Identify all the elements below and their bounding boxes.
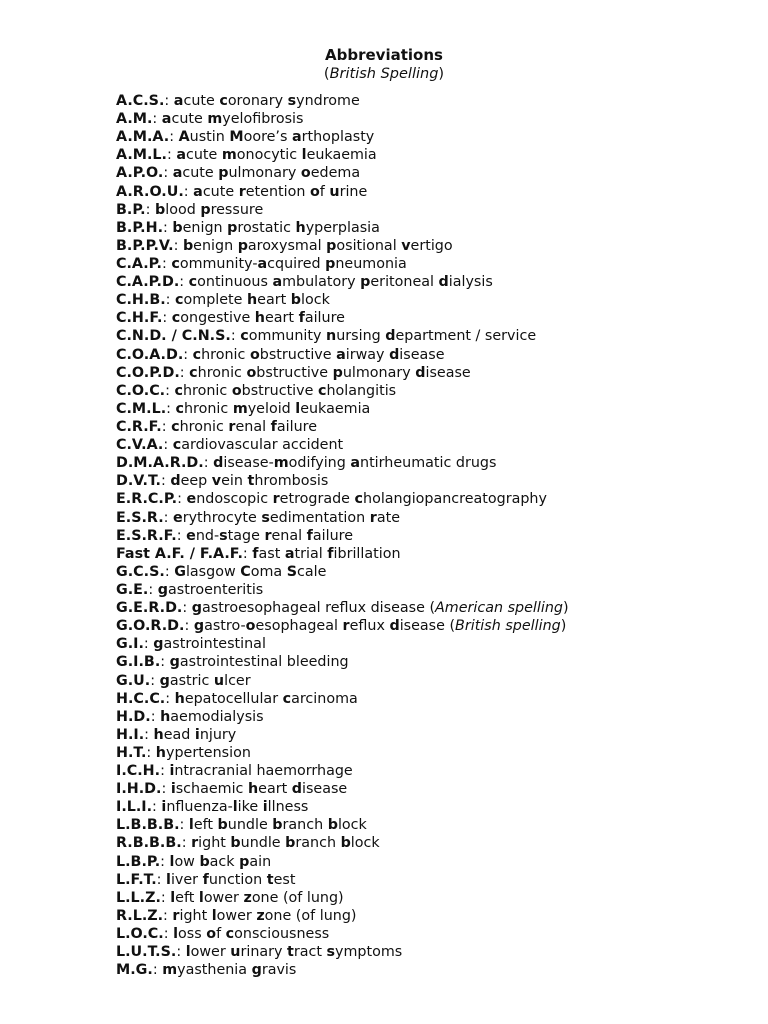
abbreviation-entry <box>116 346 756 364</box>
abbreviation-separator: : <box>242 545 253 562</box>
abbreviation-separator: : <box>162 310 172 327</box>
abbreviation-entry <box>116 92 756 110</box>
abbreviation-term: C.N.D. / C.N.S. <box>116 328 231 345</box>
abbreviation-term: A.M.A. <box>116 129 170 146</box>
abbreviation-entry <box>116 454 756 472</box>
abbreviation-entry <box>116 816 756 834</box>
abbreviation-definition: chronic obstructive cholangitis <box>174 382 397 399</box>
abbreviation-term: C.M.L. <box>116 400 167 417</box>
abbreviation-entry <box>116 110 756 128</box>
abbreviation-entry <box>116 653 756 671</box>
abbreviation-entry <box>116 382 756 400</box>
note-open-paren: ( <box>424 600 436 617</box>
abbreviation-separator: : <box>169 129 179 146</box>
abbreviation-entry <box>116 237 756 255</box>
note-open-paren: ( <box>444 618 456 635</box>
abbreviation-definition: right bundle branch block <box>191 835 380 852</box>
abbreviation-entry <box>116 164 756 182</box>
abbreviation-definition: chronic obstructive airway disease <box>192 346 445 363</box>
abbreviation-term: L.L.Z. <box>116 889 161 906</box>
abbreviation-entry <box>116 183 756 201</box>
abbreviation-definition: benign paroxysmal positional vertigo <box>182 237 453 254</box>
abbreviation-entry <box>116 889 756 907</box>
abbreviation-entry <box>116 309 756 327</box>
abbreviation-entry <box>116 527 756 545</box>
abbreviation-definition: benign prostatic hyperplasia <box>172 219 380 236</box>
abbreviation-definition: acute monocytic leukaemia <box>176 147 377 164</box>
abbreviation-entry <box>116 907 756 925</box>
abbreviation-term: A.P.O. <box>116 165 164 182</box>
abbreviation-entry <box>116 436 756 454</box>
abbreviation-definition: acute pulmonary oedema <box>172 165 361 182</box>
abbreviation-definition: continuous ambulatory peritoneal dialysis <box>188 274 493 291</box>
abbreviation-separator: : <box>148 581 158 598</box>
abbreviation-term: C.O.P.D. <box>116 364 180 381</box>
abbreviation-term: E.S.R.F. <box>116 527 177 544</box>
abbreviation-separator: : <box>163 437 173 454</box>
abbreviation-entry <box>116 128 756 146</box>
abbreviation-separator: : <box>146 744 156 761</box>
abbreviation-entry <box>116 201 756 219</box>
abbreviation-separator: : <box>184 618 194 635</box>
abbreviation-entry <box>116 871 756 889</box>
abbreviation-definition: gastroenteritis <box>157 581 264 598</box>
abbreviation-entry <box>116 617 756 635</box>
abbreviation-entry <box>116 291 756 309</box>
abbreviation-entry <box>116 563 756 581</box>
abbreviation-definition: right lower zone (of lung) <box>172 907 357 924</box>
abbreviation-definition: erythrocyte sedimentation rate <box>173 509 400 526</box>
abbreviation-entry <box>116 708 756 726</box>
abbreviation-definition: deep vein thrombosis <box>170 473 329 490</box>
abbreviation-separator: : <box>164 563 175 580</box>
abbreviation-separator: : <box>183 346 193 363</box>
abbreviation-definition: blood pressure <box>155 201 264 218</box>
abbreviation-entry <box>116 581 756 599</box>
abbreviation-definition: endoscopic retrograde cholangiopancreatography <box>186 491 547 508</box>
abbreviation-separator: : <box>166 147 177 164</box>
subtitle-open-paren: ( <box>323 66 330 82</box>
abbreviation-definition: head injury <box>153 726 237 743</box>
abbreviation-entry <box>116 635 756 653</box>
abbreviation-term: H.I. <box>116 726 145 743</box>
abbreviation-separator: : <box>161 255 172 272</box>
abbreviation-term: G.I. <box>116 636 144 653</box>
abbreviation-entry <box>116 400 756 418</box>
page-title: Abbreviations <box>325 46 443 64</box>
abbreviation-term: C.A.P. <box>116 255 162 272</box>
abbreviation-term: D.V.T. <box>116 473 161 490</box>
abbreviation-entry <box>116 853 756 871</box>
abbreviation-entry <box>116 961 756 979</box>
abbreviation-term: C.R.F. <box>116 418 162 435</box>
abbreviation-entry <box>116 509 756 527</box>
abbreviation-separator: : <box>144 726 154 743</box>
abbreviation-separator: : <box>163 926 174 943</box>
abbreviation-definition: complete heart block <box>175 292 330 309</box>
abbreviation-definition: left lower zone (of lung) <box>170 889 344 906</box>
abbreviation-entry <box>116 472 756 490</box>
abbreviation-entry <box>116 418 756 436</box>
abbreviation-definition: haemodialysis <box>160 708 264 725</box>
abbreviation-separator: : <box>150 708 161 725</box>
abbreviation-entry <box>116 943 756 961</box>
abbreviation-entry <box>116 726 756 744</box>
abbreviation-definition: hepatocellular carcinoma <box>174 690 358 707</box>
abbreviation-term: E.R.C.P. <box>116 491 178 508</box>
abbreviation-separator: : <box>165 382 175 399</box>
abbreviation-separator: : <box>161 418 172 435</box>
abbreviation-separator: : <box>160 889 171 906</box>
abbreviation-definition: community-acquired pneumonia <box>171 255 407 272</box>
abbreviation-term: G.I.B. <box>116 654 161 671</box>
abbreviation-entry <box>116 599 756 617</box>
abbreviation-term: A.C.S. <box>116 93 165 109</box>
abbreviation-term: G.O.R.D. <box>116 618 185 635</box>
abbreviation-separator: : <box>145 201 155 218</box>
abbreviation-term: L.U.T.S. <box>116 944 177 961</box>
abbreviation-term: D.M.A.R.D. <box>116 455 204 472</box>
abbreviation-term: I.H.D. <box>116 781 162 798</box>
abbreviation-separator: : <box>160 654 170 671</box>
spelling-note: American spelling <box>435 600 563 617</box>
abbreviation-definition: acute coronary syndrome <box>173 93 360 109</box>
abbreviation-definition: influenza-like illness <box>161 799 309 816</box>
abbreviation-separator: : <box>160 763 170 780</box>
subtitle-close-paren: ) <box>438 66 445 82</box>
abbreviation-term: L.B.B.B. <box>116 817 180 834</box>
abbreviation-definition: Austin Moore’s arthoplasty <box>178 129 375 146</box>
abbreviation-term: L.B.P. <box>116 853 161 870</box>
abbreviation-term: H.T. <box>116 744 147 761</box>
abbreviation-term: I.C.H. <box>116 763 161 780</box>
abbreviation-separator: : <box>173 237 183 254</box>
abbreviation-definition: Glasgow Coma Scale <box>174 563 327 580</box>
abbreviation-term: C.V.A. <box>116 437 164 454</box>
abbreviation-separator: : <box>152 111 162 128</box>
abbreviation-separator: : <box>160 853 170 870</box>
abbreviation-separator: : <box>176 527 187 544</box>
abbreviation-term: R.B.B.B. <box>116 835 182 852</box>
abbreviation-definition: gastric ulcer <box>159 672 251 689</box>
abbreviation-separator: : <box>156 871 167 888</box>
abbreviation-definition: gastrointestinal <box>153 636 266 653</box>
abbreviation-entry <box>116 490 756 508</box>
abbreviation-list <box>116 92 756 979</box>
abbreviation-definition: low back pain <box>169 853 272 870</box>
abbreviation-term: M.G. <box>116 962 153 979</box>
abbreviation-definition: cardiovascular accident <box>172 437 344 454</box>
abbreviation-definition: fast atrial fibrillation <box>252 545 401 562</box>
abbreviation-term: I.L.I. <box>116 799 153 816</box>
page-subtitle <box>0 65 768 83</box>
abbreviation-definition: liver function test <box>166 871 296 888</box>
abbreviation-separator: : <box>165 690 175 707</box>
abbreviation-term: A.R.O.U. <box>116 183 184 200</box>
abbreviation-separator: : <box>161 781 171 798</box>
note-close-paren: ) <box>562 600 569 617</box>
abbreviation-separator: : <box>152 962 163 979</box>
abbreviation-term: C.O.A.D. <box>116 346 184 363</box>
abbreviation-entry <box>116 798 756 816</box>
abbreviation-entry <box>116 780 756 798</box>
abbreviation-definition: loss of consciousness <box>173 926 330 943</box>
abbreviation-entry <box>116 327 756 345</box>
abbreviation-definition: gastroesophageal reflux disease <box>191 600 425 617</box>
abbreviation-entry <box>116 672 756 690</box>
abbreviation-term: G.C.S. <box>116 563 165 580</box>
abbreviation-term: E.S.R. <box>116 509 164 526</box>
abbreviation-definition: ischaemic heart disease <box>170 781 348 798</box>
abbreviation-separator: : <box>163 907 173 924</box>
abbreviation-term: L.O.C. <box>116 926 164 943</box>
abbreviation-entry <box>116 925 756 943</box>
abbreviation-separator: : <box>165 292 176 309</box>
abbreviation-definition: acute myelofibrosis <box>161 111 304 128</box>
abbreviation-definition: community nursing department / service <box>240 328 537 345</box>
abbreviation-term: G.E. <box>116 581 149 598</box>
abbreviation-definition: lower urinary tract symptoms <box>185 944 403 961</box>
abbreviation-definition: left bundle branch block <box>188 817 367 834</box>
abbreviation-definition: acute retention of urine <box>193 183 368 200</box>
abbreviation-definition: end-stage renal failure <box>186 527 354 544</box>
abbreviation-definition: intracranial haemorrhage <box>169 763 353 780</box>
abbreviation-separator: : <box>164 93 174 109</box>
abbreviation-term: C.A.P.D. <box>116 274 180 291</box>
abbreviation-term: L.F.T. <box>116 871 157 888</box>
abbreviation-separator: : <box>143 636 154 653</box>
abbreviation-term: R.L.Z. <box>116 907 164 924</box>
abbreviation-term: H.D. <box>116 708 151 725</box>
abbreviation-entry <box>116 273 756 291</box>
abbreviation-separator: : <box>203 455 214 472</box>
abbreviation-separator: : <box>150 672 160 689</box>
abbreviation-separator: : <box>183 183 194 200</box>
abbreviation-definition: hypertension <box>155 744 251 761</box>
abbreviation-definition: chronic renal failure <box>171 418 317 435</box>
abbreviation-separator: : <box>163 509 174 526</box>
abbreviation-definition: myasthenia gravis <box>162 962 297 979</box>
abbreviation-separator: : <box>177 491 187 508</box>
abbreviation-entry <box>116 690 756 708</box>
abbreviation-separator: : <box>181 835 192 852</box>
title-block <box>0 46 768 83</box>
abbreviation-separator: : <box>179 817 189 834</box>
abbreviation-term: G.U. <box>116 672 151 689</box>
abbreviation-entry <box>116 762 756 780</box>
abbreviation-entry <box>116 834 756 852</box>
abbreviation-separator: : <box>160 473 171 490</box>
abbreviation-definition: chronic obstructive pulmonary disease <box>189 364 471 381</box>
abbreviation-entry <box>116 364 756 382</box>
abbreviation-term: Fast A.F. / F.A.F. <box>116 545 243 562</box>
abbreviation-entry <box>116 545 756 563</box>
abbreviation-entry <box>116 146 756 164</box>
abbreviation-separator: : <box>163 165 173 182</box>
abbreviation-term: B.P. <box>116 201 146 218</box>
abbreviation-entry <box>116 219 756 237</box>
abbreviation-separator: : <box>152 799 162 816</box>
abbreviation-term: A.M. <box>116 111 153 128</box>
abbreviation-term: C.O.C. <box>116 382 166 399</box>
abbreviation-definition: disease-modifying antirheumatic drugs <box>213 455 497 472</box>
abbreviation-separator: : <box>230 328 241 345</box>
abbreviation-entry <box>116 744 756 762</box>
abbreviation-definition: gastro-oesophageal reflux disease <box>193 618 445 635</box>
subtitle-text: British Spelling <box>329 66 439 82</box>
abbreviation-term: A.M.L. <box>116 147 167 164</box>
abbreviation-term: G.E.R.D. <box>116 600 183 617</box>
abbreviation-definition: chronic myeloid leukaemia <box>175 400 371 417</box>
spelling-note: British spelling <box>455 618 561 635</box>
abbreviation-separator: : <box>179 274 189 291</box>
abbreviation-definition: congestive heart failure <box>171 310 345 327</box>
note-close-paren: ) <box>560 618 567 635</box>
abbreviation-separator: : <box>179 364 190 381</box>
abbreviation-separator: : <box>176 944 186 961</box>
abbreviation-separator: : <box>182 600 192 617</box>
abbreviation-term: H.C.C. <box>116 690 166 707</box>
abbreviation-separator: : <box>163 219 173 236</box>
abbreviation-separator: : <box>166 400 176 417</box>
abbreviation-term: C.H.B. <box>116 292 166 309</box>
abbreviation-term: C.H.F. <box>116 310 163 327</box>
abbreviation-term: B.P.H. <box>116 219 164 236</box>
abbreviation-term: B.P.P.V. <box>116 237 174 254</box>
abbreviation-entry <box>116 255 756 273</box>
abbreviation-definition: gastrointestinal bleeding <box>169 654 349 671</box>
